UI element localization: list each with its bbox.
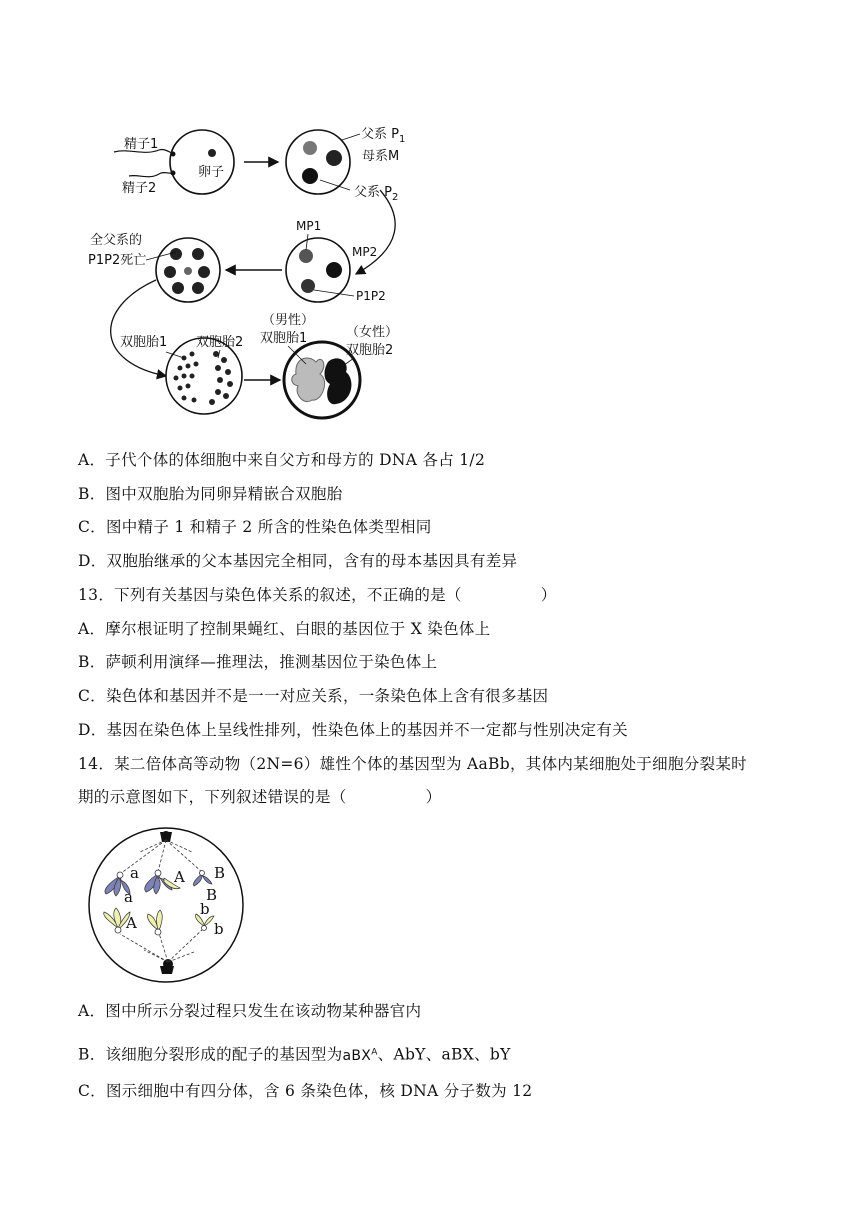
cell-membrane bbox=[89, 828, 243, 982]
mp2-label: MP2 bbox=[352, 245, 378, 259]
twin2-label: 双胞胎2 bbox=[196, 335, 244, 350]
q14-option-b-formula: aBX$^A$ bbox=[342, 1047, 378, 1064]
q13-option-b: B．萨顿利用演绎—推理法，推测基因位于染色体上 bbox=[78, 653, 438, 671]
maternal-m-label: 母系M bbox=[362, 149, 400, 164]
q12-option-b: B．图中双胞胎为同卵异精嵌合双胞胎 bbox=[78, 485, 343, 503]
male-twin-label: 双胞胎1 bbox=[260, 331, 308, 346]
egg-cell bbox=[170, 130, 234, 194]
mp1-label: MP1 bbox=[296, 219, 322, 233]
twin1-label: 双胞胎1 bbox=[120, 335, 168, 350]
all-paternal-label-1: 全父系的 bbox=[90, 233, 143, 248]
q14-option-b-prefix: B．该细胞分裂形成的配子的基因型为 bbox=[78, 1045, 343, 1064]
gene-a-mid: a bbox=[124, 888, 133, 906]
q12-option-c: C．图中精子 1 和精子 2 所含的性染色体类型相同 bbox=[78, 518, 432, 536]
gene-b-bottom: b bbox=[214, 920, 224, 938]
p1p2-label: P1P2 bbox=[356, 289, 386, 303]
female-twin-label: 双胞胎2 bbox=[346, 343, 394, 358]
q14-stem-line2: 期的示意图如下，下列叙述错误的是（ ） bbox=[78, 788, 442, 806]
q12-option-a: A．子代个体的体细胞中来自父方和母方的 DNA 各占 1/2 bbox=[78, 451, 486, 469]
q14-option-a: A．图中所示分裂过程只发生在该动物某种器官内 bbox=[78, 1002, 422, 1020]
paternal-p2-label: 父系 $P_2$ bbox=[354, 185, 399, 203]
paternal-p1-label: 父系 $P_1$ bbox=[361, 127, 406, 145]
gene-B-top: B bbox=[214, 864, 226, 882]
gene-A-right: A bbox=[174, 868, 185, 886]
twin-formation-diagram bbox=[84, 118, 424, 424]
q13-option-a: A．摩尔根证明了控制果蝇红、白眼的基因位于 X 染色体上 bbox=[78, 620, 491, 638]
q14-stem-line1: 14．某二倍体高等动物（2N=6）雄性个体的基因型为 AaBb，其体内某细胞处于细胞分裂某时 bbox=[78, 755, 747, 773]
gene-a-top: a bbox=[130, 864, 139, 882]
q14-option-b bbox=[78, 1041, 511, 1067]
female-label: （女性） bbox=[346, 325, 399, 340]
sperm2-label: 精子2 bbox=[122, 181, 157, 196]
gene-A-bottom: A bbox=[126, 914, 137, 932]
gene-b-mid: b bbox=[200, 900, 210, 918]
q13-option-d: D．基因在染色体上呈线性排列，性染色体上的基因并不一定都与性别决定有关 bbox=[78, 721, 628, 739]
sperm1-label: 精子1 bbox=[124, 137, 159, 152]
q14-option-b-suffix: 、AbY、aBX、bY bbox=[377, 1045, 511, 1064]
q14-option-c: C．图示细胞中有四分体，含 6 条染色体，核 DNA 分子数为 12 bbox=[78, 1082, 533, 1100]
q13-option-c: C．染色体和基因并不是一一对应关系，一条染色体上含有很多基因 bbox=[78, 687, 549, 705]
egg-label: 卵子 bbox=[198, 165, 225, 180]
male-label: （男性） bbox=[262, 313, 315, 328]
all-paternal-label-2: P1P2死亡 bbox=[88, 253, 147, 268]
cell-division-diagram bbox=[84, 826, 249, 984]
q12-option-d: D．双胞胎继承的父本基因完全相同，含有的母本基因具有差异 bbox=[78, 552, 518, 570]
q13-stem: 13．下列有关基因与染色体关系的叙述，不正确的是（ ） bbox=[78, 586, 557, 604]
gene-B-mid: B bbox=[206, 886, 218, 904]
